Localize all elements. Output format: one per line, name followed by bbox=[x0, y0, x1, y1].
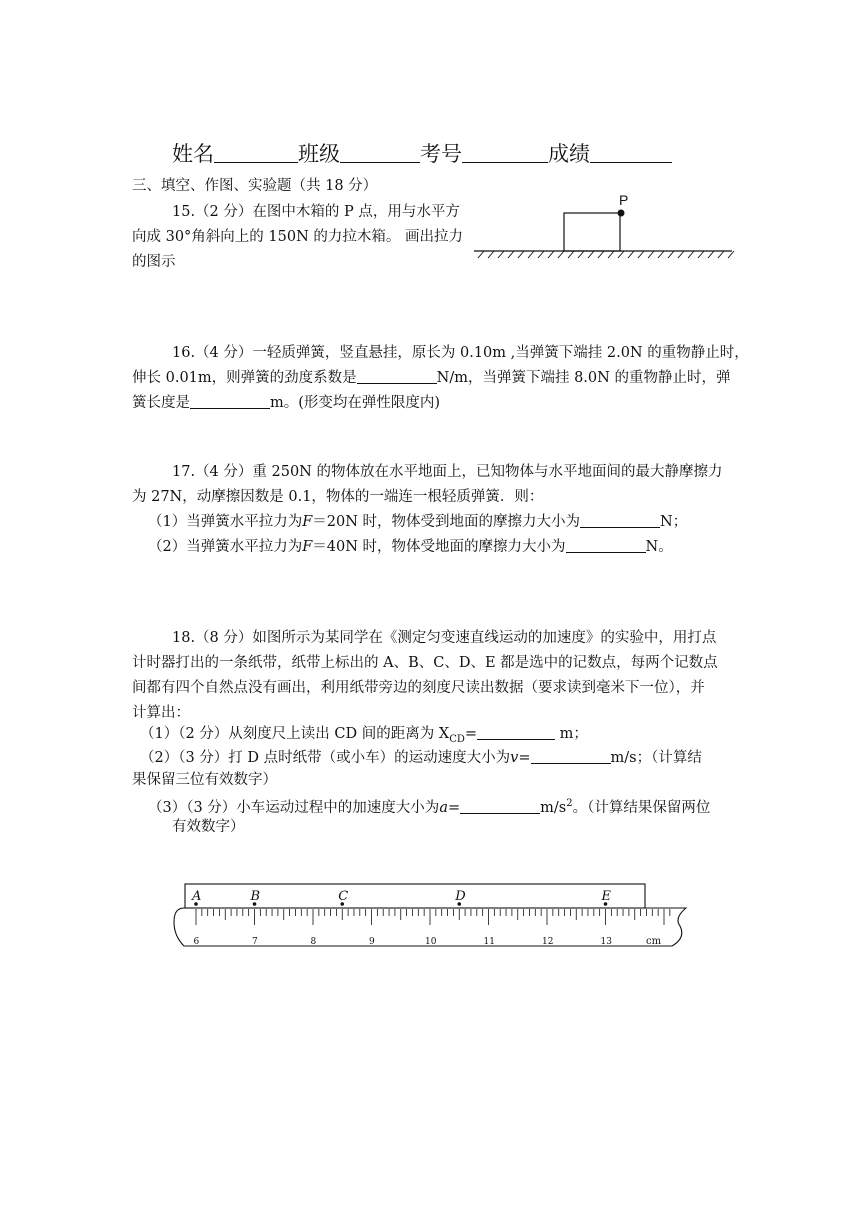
friction-40n-blank[interactable] bbox=[566, 538, 646, 553]
hatch-line bbox=[528, 251, 534, 258]
tape-point-label: A bbox=[192, 889, 202, 904]
point-p-label: P bbox=[619, 192, 629, 208]
hatch-line bbox=[658, 251, 664, 258]
ruler-number: 13 bbox=[600, 937, 612, 947]
ruler-number: 9 bbox=[369, 937, 375, 947]
hatch-line bbox=[508, 251, 514, 258]
xcd-blank[interactable] bbox=[477, 725, 555, 740]
hatch-line bbox=[678, 251, 684, 258]
ground-hatching bbox=[478, 251, 734, 258]
hatch-line bbox=[698, 251, 704, 258]
ruler-unit: cm bbox=[646, 936, 662, 947]
exam-no-blank[interactable] bbox=[462, 142, 548, 163]
tape-point-label: C bbox=[338, 889, 349, 904]
score-blank[interactable] bbox=[590, 142, 672, 163]
class-blank[interactable] bbox=[340, 142, 420, 163]
hatch-line bbox=[718, 251, 724, 258]
q16-line3: 簧长度是 m。(形变均在弹性限度内) bbox=[132, 395, 441, 411]
q15-line3: 的图示 bbox=[132, 254, 176, 270]
tape-point-label: D bbox=[455, 889, 466, 904]
q16-line2: 伸长 0.01m，则弹簧的劲度系数是 N/m，当弹簧下端挂 8.0N 的重物静止时，弹 bbox=[132, 370, 731, 386]
wooden-box bbox=[564, 213, 620, 251]
ruler-number: 7 bbox=[252, 937, 258, 947]
hatch-line bbox=[498, 251, 504, 258]
point-p-marker bbox=[618, 210, 625, 217]
hatch-line bbox=[728, 251, 734, 258]
hatch-line bbox=[588, 251, 594, 258]
q18-sub2-cont: 果保留三位有效数字） bbox=[132, 772, 277, 788]
spring-length-blank[interactable] bbox=[190, 394, 270, 409]
tape-points bbox=[191, 889, 612, 906]
student-info-header bbox=[172, 138, 672, 168]
tape-ruler-diagram bbox=[160, 878, 700, 954]
hatch-line bbox=[638, 251, 644, 258]
score-label: 成绩 bbox=[548, 142, 590, 166]
ruler-ticks bbox=[196, 909, 670, 925]
spring-constant-blank[interactable] bbox=[357, 369, 437, 384]
q18-line3: 间都有四个自然点没有画出，利用纸带旁边的刻度尺读出数据（要求读到毫米下一位），并 bbox=[132, 680, 705, 696]
ruler-number: 8 bbox=[310, 937, 317, 947]
exam-no-label: 考号 bbox=[420, 142, 462, 166]
hatch-line bbox=[708, 251, 714, 258]
hatch-line bbox=[578, 251, 584, 258]
hatch-line bbox=[488, 251, 494, 258]
hatch-line bbox=[548, 251, 554, 258]
section-title: 三、填空、作图、实验题（共 18 分） bbox=[132, 178, 378, 194]
name-label: 姓名 bbox=[172, 142, 214, 166]
hatch-line bbox=[618, 251, 624, 258]
class-label: 班级 bbox=[298, 142, 340, 166]
q18-line4: 计算出： bbox=[132, 705, 190, 721]
q18-sub2: （2）（3 分）打 D 点时纸带（或小车）的运动速度大小为v= m/s；（计算结 bbox=[140, 750, 702, 766]
ruler-number: 6 bbox=[193, 937, 200, 947]
velocity-blank[interactable] bbox=[531, 749, 611, 764]
hatch-line bbox=[568, 251, 574, 258]
q17-line1: 17.（4 分）重 250N 的物体放在水平地面上，已知物体与水平地面间的最大静摩擦力 bbox=[172, 464, 723, 480]
hatch-line bbox=[518, 251, 524, 258]
ruler-number: 12 bbox=[542, 937, 554, 947]
acceleration-blank[interactable] bbox=[460, 799, 540, 814]
q18-sub3-cont: 有效数字） bbox=[172, 819, 245, 835]
hatch-line bbox=[478, 251, 484, 258]
q18-line1: 18.（8 分）如图所示为某同学在《测定匀变速直线运动的加速度》的实验中，用打点 bbox=[172, 630, 717, 646]
hatch-line bbox=[628, 251, 634, 258]
q17-line2: 为 27N，动摩擦因数是 0.1，物体的一端连一根轻质弹簧．则： bbox=[132, 489, 544, 505]
friction-20n-blank[interactable] bbox=[580, 513, 660, 528]
hatch-line bbox=[538, 251, 544, 258]
q15-line1: 15.（2 分）在图中木箱的 P 点，用与水平方 bbox=[172, 204, 460, 220]
q18-sub1: （1）（2 分）从刻度尺上读出 CD 间的距离为 $X_{CD}= m$； bbox=[140, 726, 588, 745]
hatch-line bbox=[668, 251, 674, 258]
tape-point-label: B bbox=[250, 889, 261, 904]
q15-box-diagram[interactable] bbox=[470, 188, 736, 268]
hatch-line bbox=[598, 251, 604, 258]
name-blank[interactable] bbox=[214, 142, 298, 163]
q18-sub3: （3）（3 分）小车运动过程中的加速度大小为$a= m/s^2$。（计算结果保留两位 bbox=[148, 798, 711, 816]
q16-line1: 16.（4 分）一轻质弹簧，竖直悬挂，原长为 0.10m ,当弹簧下端挂 2.0N 的重物静止时， bbox=[172, 345, 749, 361]
q15-line2: 向成 30°角斜向上的 150N 的力拉木箱。 画出拉力 bbox=[132, 229, 463, 245]
hatch-line bbox=[648, 251, 654, 258]
q17-sub1: （1）当弹簧水平拉力为F＝20N 时，物体受到地面的摩擦力大小为 N； bbox=[148, 514, 688, 530]
hatch-line bbox=[558, 251, 564, 258]
hatch-line bbox=[688, 251, 694, 258]
hatch-line bbox=[608, 251, 614, 258]
ruler-number: 10 bbox=[425, 937, 437, 947]
tape-point-label: E bbox=[601, 889, 611, 904]
q17-sub2: （2）当弹簧水平拉力为F＝40N 时，物体受地面的摩擦力大小为 N。 bbox=[148, 539, 673, 555]
q18-line2: 计时器打出的一条纸带，纸带上标出的 A、B、C、D、E 都是选中的记数点，每两个记数点 bbox=[132, 655, 718, 671]
ruler-number: 11 bbox=[483, 937, 495, 947]
